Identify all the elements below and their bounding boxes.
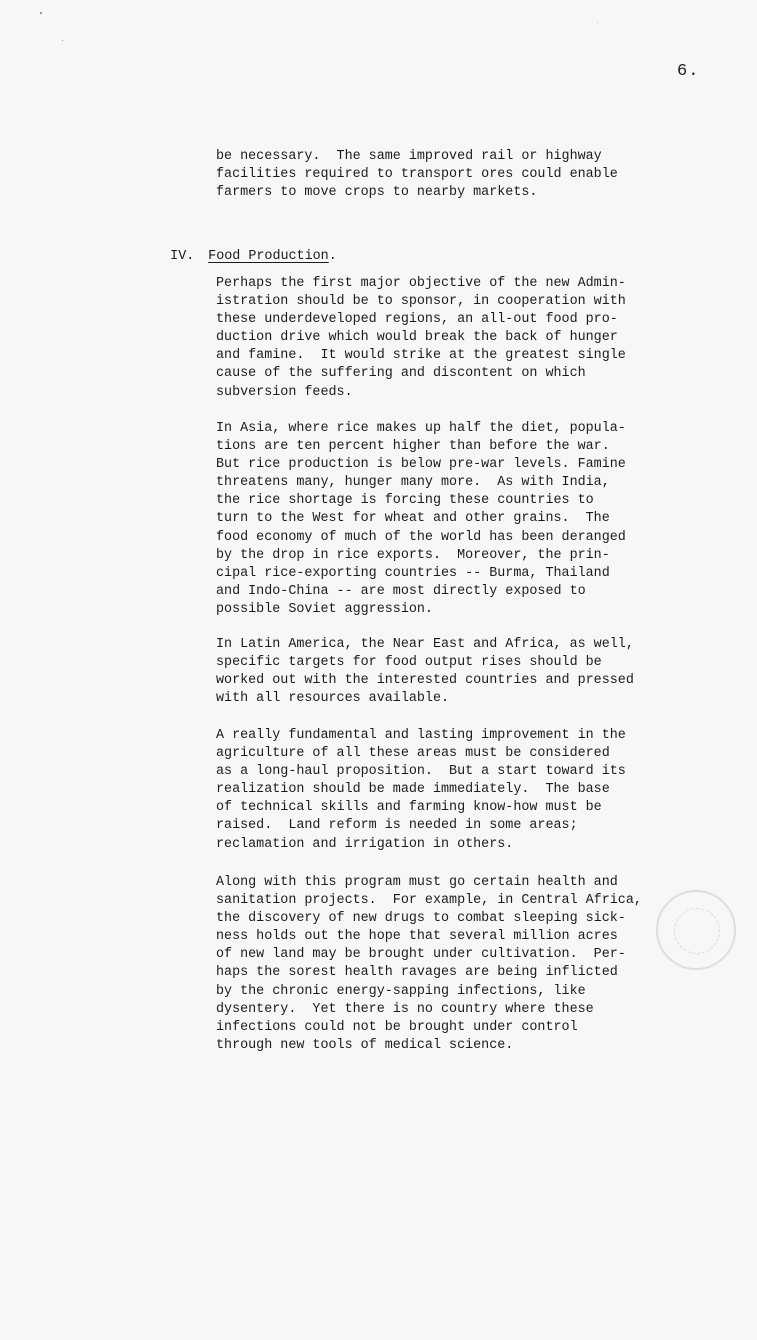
paragraph-food-drive: Perhaps the first major objective of the new Admin- istration should be to sponsor, in cooperation with these underdeveloped regions, an all-out food pro- duction drive which would break the back of hunger and famine. It would strike at the greatest single cause of the suffering and discontent on which subversion feeds. [216, 276, 626, 400]
paragraph-asia-rice: In Asia, where rice makes up half the diet, popula- tions are ten percent higher than before the war. But rice production is below pre-war levels. Famine threatens many, hunger many more. As with India, the rice shortage is forcing these countries to turn to the West for wheat and other grains. The food economy of much of the world has been deranged by the drop in rice exports. Moreover, the prin- cipal rice-exporting countries -- Burma, Thailand and Indo-China -- are most directly exposed to possible Soviet aggression. [216, 421, 626, 617]
library-stamp [656, 890, 736, 970]
paragraph-latin-america: In Latin America, the Near East and Africa, as well, specific targets for food output rises should be worked out with the interested countries and pressed with all resources available. [216, 637, 634, 707]
paper-speck [62, 40, 63, 41]
library-stamp-center [674, 908, 720, 954]
section-title: Food Production [208, 249, 329, 264]
paragraph-agriculture-improvement: A really fundamental and lasting improvement in the agriculture of all these areas must be considered as a long-haul proposition. But a start toward its realization should be made immediately. The base of technical skills and farming know-how must be raised. Land reform is needed in some areas; reclamation and irrigation in others. [216, 728, 626, 852]
continuation-paragraph: be necessary. The same improved rail or highway facilities required to transport ores could enable farmers to move crops to nearby markets. [216, 149, 618, 201]
section-title-period: . [328, 249, 337, 264]
section-numeral: IV. [170, 249, 195, 264]
paragraph-health-sanitation: Along with this program must go certain health and sanitation projects. For example, in Central Africa, the discovery of new drugs to combat sleeping sick- ness holds out the hope that several million acres of new land may be brought under cultivation. Per- haps the sorest health ravages are being inflicted by the chronic energy-sapping infections, like dysentery. Yet there is no country where these infections could not be brought under control through new tools of medical science. [216, 875, 642, 1053]
paper-speck [40, 12, 42, 14]
page-number: 6. [677, 62, 700, 81]
paper-speck [597, 22, 598, 23]
